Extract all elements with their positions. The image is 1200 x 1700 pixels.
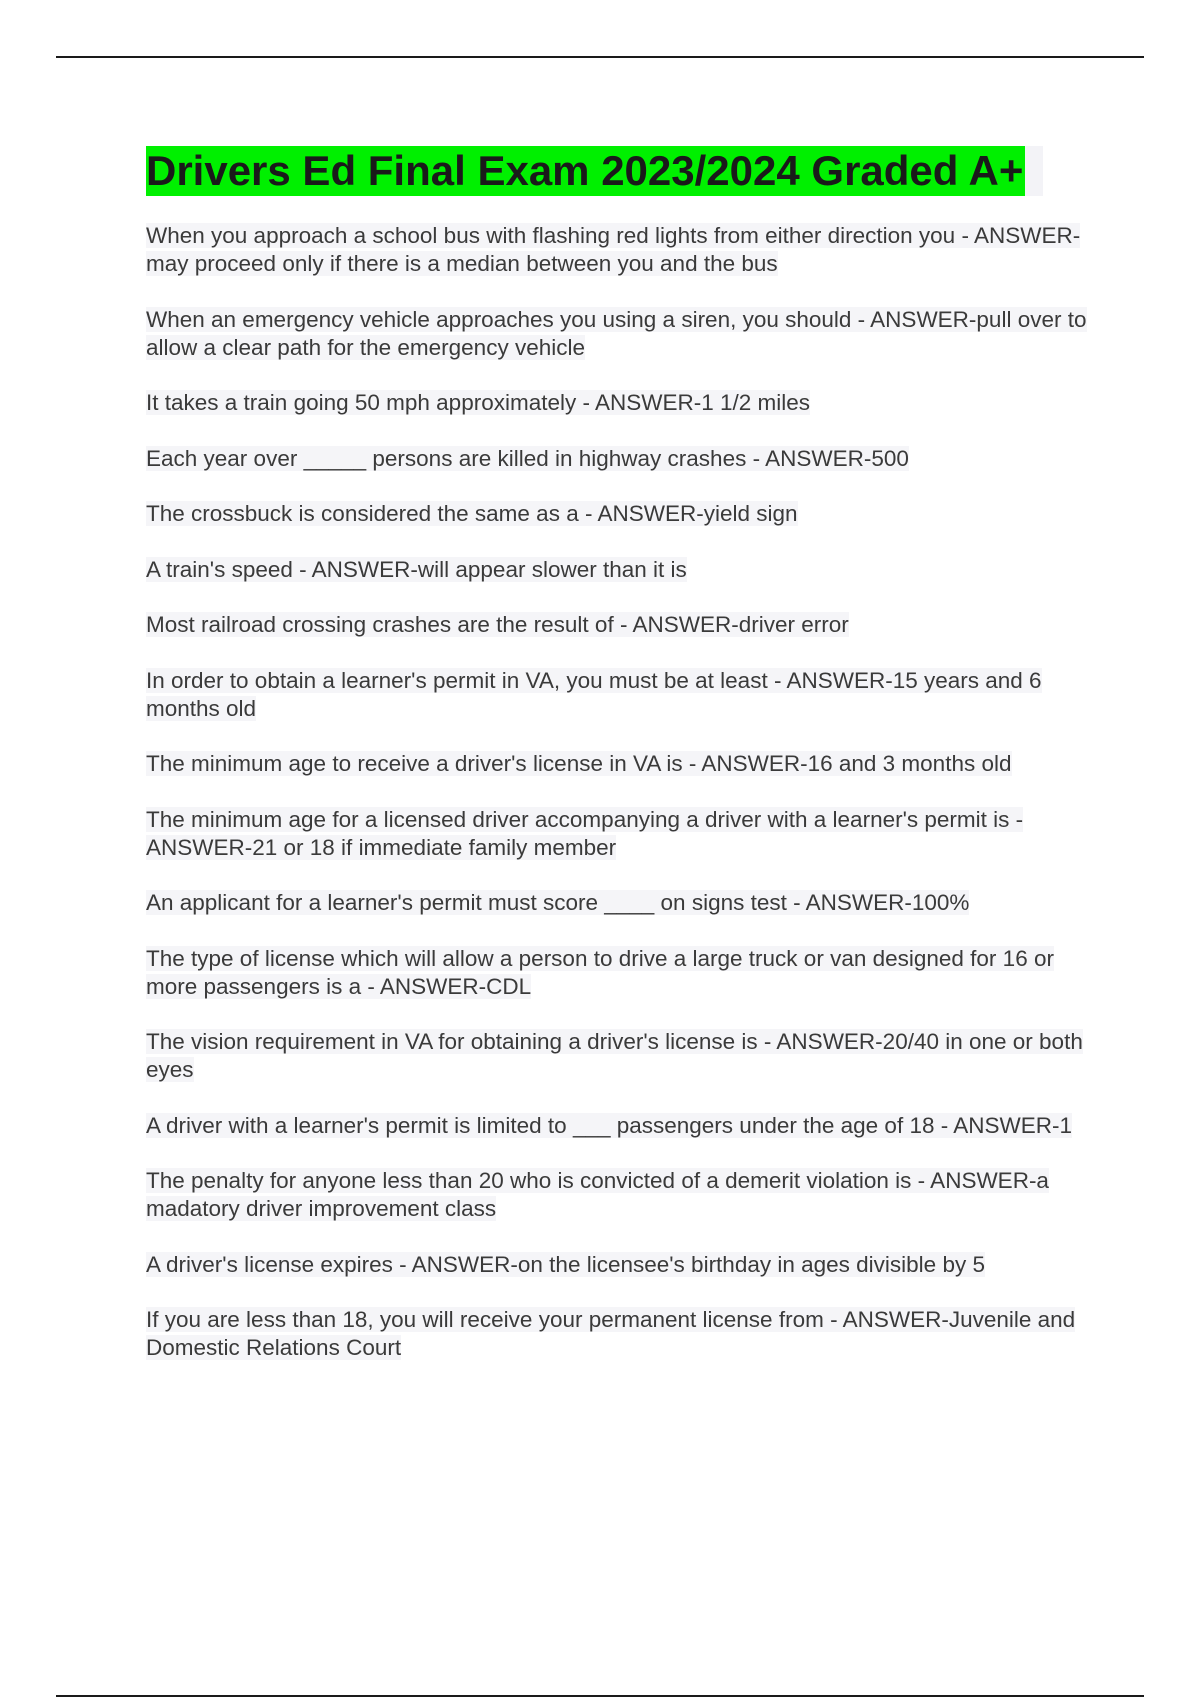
qa-item: A driver's license expires - ANSWER-on the licensee's birthday in ages divisible by 5: [146, 1251, 985, 1277]
qa-list: [146, 222, 1146, 1362]
qa-item: An applicant for a learner's permit must score ____ on signs test - ANSWER-100%: [146, 890, 970, 915]
qa-item: The minimum age to receive a driver's license in VA is - ANSWER-16 and 3 months old: [146, 751, 1012, 776]
qa-item: The minimum age for a licensed driver accompanying a driver with a learner's permit is - ANSWER-21 or 18 if immediate family member: [146, 806, 1024, 860]
top-divider: [56, 56, 1144, 58]
qa-item: Each year over _____ persons are killed in highway crashes - ANSWER-500: [146, 445, 909, 471]
qa-item: The vision requirement in VA for obtaining a driver's license is - ANSWER-20/40 in one or both eyes: [146, 1029, 1083, 1082]
qa-item: A driver with a learner's permit is limited to ___ passengers under the age of 18 - ANSWER-1: [146, 1112, 1072, 1138]
qa-item: A train's speed - ANSWER-will appear slower than it is: [146, 556, 687, 582]
document-body: [146, 146, 1146, 1390]
qa-item: When you approach a school bus with flashing red lights from either direction you - ANSWER-may proceed only if there is a median between you and the bus: [146, 223, 1081, 276]
qa-item: In order to obtain a learner's permit in VA, you must be at least - ANSWER-15 years and 6 months old: [146, 667, 1042, 721]
qa-item: Most railroad crossing crashes are the result of - ANSWER-driver error: [146, 612, 849, 637]
qa-item: The penalty for anyone less than 20 who is convicted of a demerit violation is - ANSWER-a madatory driver improvement class: [146, 1168, 1049, 1221]
qa-item: The type of license which will allow a person to drive a large truck or van designed for 16 or more passengers is a - ANSWER-CDL: [146, 945, 1054, 999]
title-block: [146, 146, 1043, 196]
bottom-divider: [56, 1695, 1144, 1697]
qa-item: The crossbuck is considered the same as a - ANSWER-yield sign: [146, 501, 798, 526]
document-title: Drivers Ed Final Exam 2023/2024 Graded A+: [146, 147, 1024, 194]
qa-item: It takes a train going 50 mph approximately - ANSWER-1 1/2 miles: [146, 390, 811, 415]
qa-item: If you are less than 18, you will receive your permanent license from - ANSWER-Juvenile and Domestic Relations Court: [146, 1307, 1076, 1360]
qa-item: When an emergency vehicle approaches you using a siren, you should - ANSWER-pull over to allow a clear path for the emergency vehicle: [146, 306, 1087, 360]
